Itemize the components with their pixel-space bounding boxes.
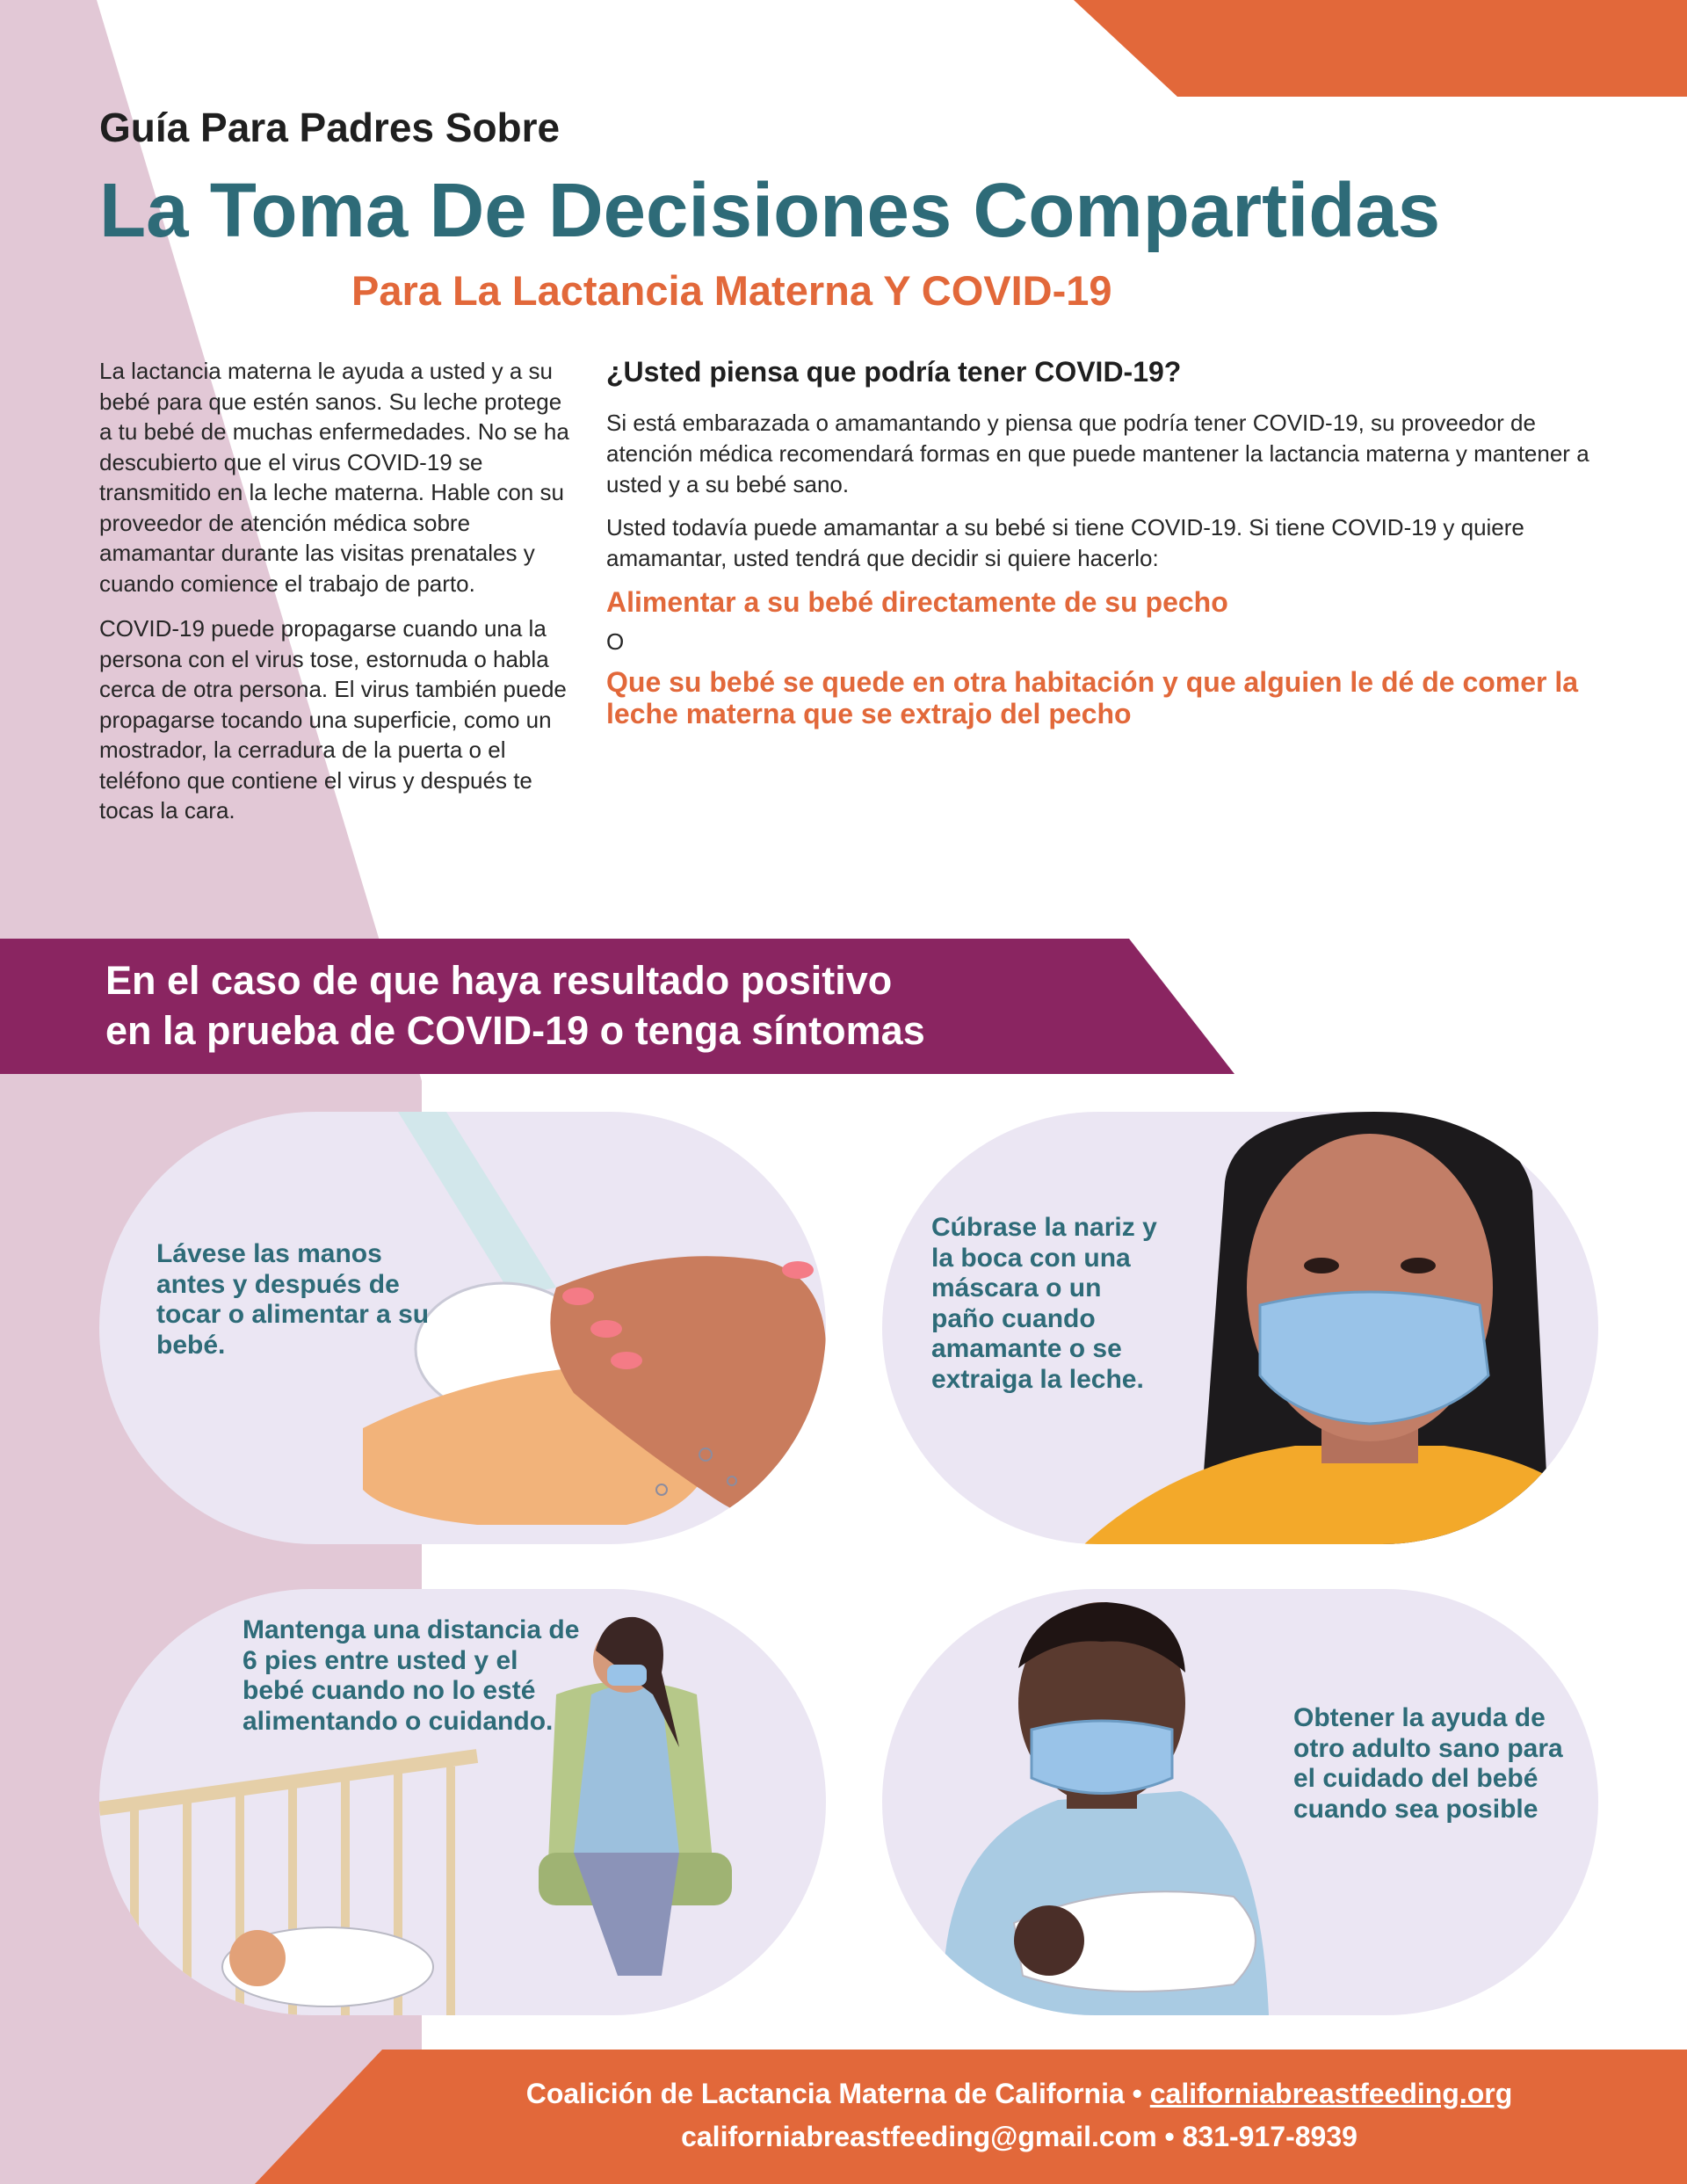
question-paragraph-2: Usted todavía puede amamantar a su bebé si tiene COVID-19. Si tiene COVID-19 y quiere amamantar, usted tendrá que decidir si quiere hacerlo:	[606, 514, 1524, 571]
intro-paragraph-2: COVID-19 puede propagarse cuando una la persona con el virus tose, estornuda o habla cerca de otra persona. El virus también puede propagarse tocando una superficie, como un mostrador, la cerradura de la puerta o el teléfono que contiene el virus y después te tocas la cara.	[99, 615, 567, 824]
footer-email[interactable]: californiabreastfeeding@gmail.com	[681, 2121, 1157, 2152]
footer-phone[interactable]: 831-917-8939	[1182, 2121, 1358, 2152]
held-baby-head	[1014, 1905, 1084, 1976]
baby-head	[229, 1930, 286, 1986]
tip-mask-text: Cúbrase la nariz y la boca con una máscara o un paño cuando amamante o se extraiga la leche.	[931, 1213, 1157, 1394]
helper-mask	[1032, 1721, 1172, 1794]
intro-paragraph-1: La lactancia materna le ayuda a usted y a su bebé para que estén sanos. Su leche protege a tu bebé de muchas enfermedades. No se ha descubierto que el virus COVID-19 se transmitido en la leche materna. Hable con su proveedor de atención médica sobre amamantar durante las visitas prenatales y cuando comience el trabajo de parto.	[99, 358, 569, 597]
option-direct-breastfeeding: Alimentar a su bebé directamente de su pecho	[606, 586, 1228, 618]
nail-3	[611, 1352, 642, 1369]
option-or: O	[606, 628, 625, 655]
caregiver-legs	[574, 1853, 679, 1976]
footer-line-1	[369, 2072, 1669, 2115]
caregiver-mask	[607, 1665, 647, 1686]
footer-separator-2: •	[1164, 2121, 1175, 2152]
tip-handwash-text: Lávese las manos antes y después de tocar o alimentar a su bebé.	[156, 1239, 430, 1360]
positive-test-heading	[105, 955, 925, 1056]
tip-helper-text: Obtener la ayuda de otro adulto sano para el cuidado del bebé cuando sea posible	[1293, 1703, 1563, 1824]
page-subtitle: Para La Lactancia Materna Y COVID-19	[351, 267, 1112, 314]
tip-card-helper	[882, 1589, 1598, 2015]
eye-left	[1304, 1258, 1339, 1273]
tip-card-handwash	[99, 1112, 826, 1544]
nail-2	[590, 1320, 622, 1338]
band-line-1: En el caso de que haya resultado positivo	[105, 958, 893, 1003]
eye-right	[1401, 1258, 1436, 1273]
question-column	[606, 356, 1608, 740]
question-paragraph-1: Si está embarazada o amamantando y piensa que podría tener COVID-19, su proveedor de atención médica recomendará formas en que puede mantener la lactancia materna y mantener a usted y a su bebé sano.	[606, 410, 1589, 497]
footer-contact	[369, 2072, 1669, 2159]
kicker-heading: Guía Para Padres Sobre	[99, 105, 561, 150]
footer-line-2	[369, 2115, 1669, 2159]
tip-card-distance	[99, 1589, 826, 2015]
intro-column	[99, 356, 569, 841]
footer-website-link[interactable]: californiabreastfeeding.org	[1149, 2078, 1513, 2109]
nail-4	[782, 1261, 814, 1279]
nail-1	[562, 1288, 594, 1305]
footer-org: Coalición de Lactancia Materna de California	[525, 2078, 1125, 2109]
page-title: La Toma De Decisiones Compartidas	[99, 168, 1441, 253]
option-expressed-milk: Que su bebé se quede en otra habitación y que alguien le dé de comer la leche materna que se extrajo del pecho	[606, 666, 1579, 729]
band-line-2: en la prueba de COVID-19 o tenga síntomas	[105, 1008, 925, 1053]
question-heading: ¿Usted piensa que podría tener COVID-19?	[606, 356, 1182, 388]
top-right-orange-corner	[1074, 0, 1687, 97]
tip-card-mask	[882, 1112, 1598, 1544]
tip-distance-text: Mantenga una distancia de 6 pies entre usted y el bebé cuando no lo esté alimentando o cuidando.	[243, 1615, 580, 1736]
footer-separator-1: •	[1132, 2078, 1142, 2109]
